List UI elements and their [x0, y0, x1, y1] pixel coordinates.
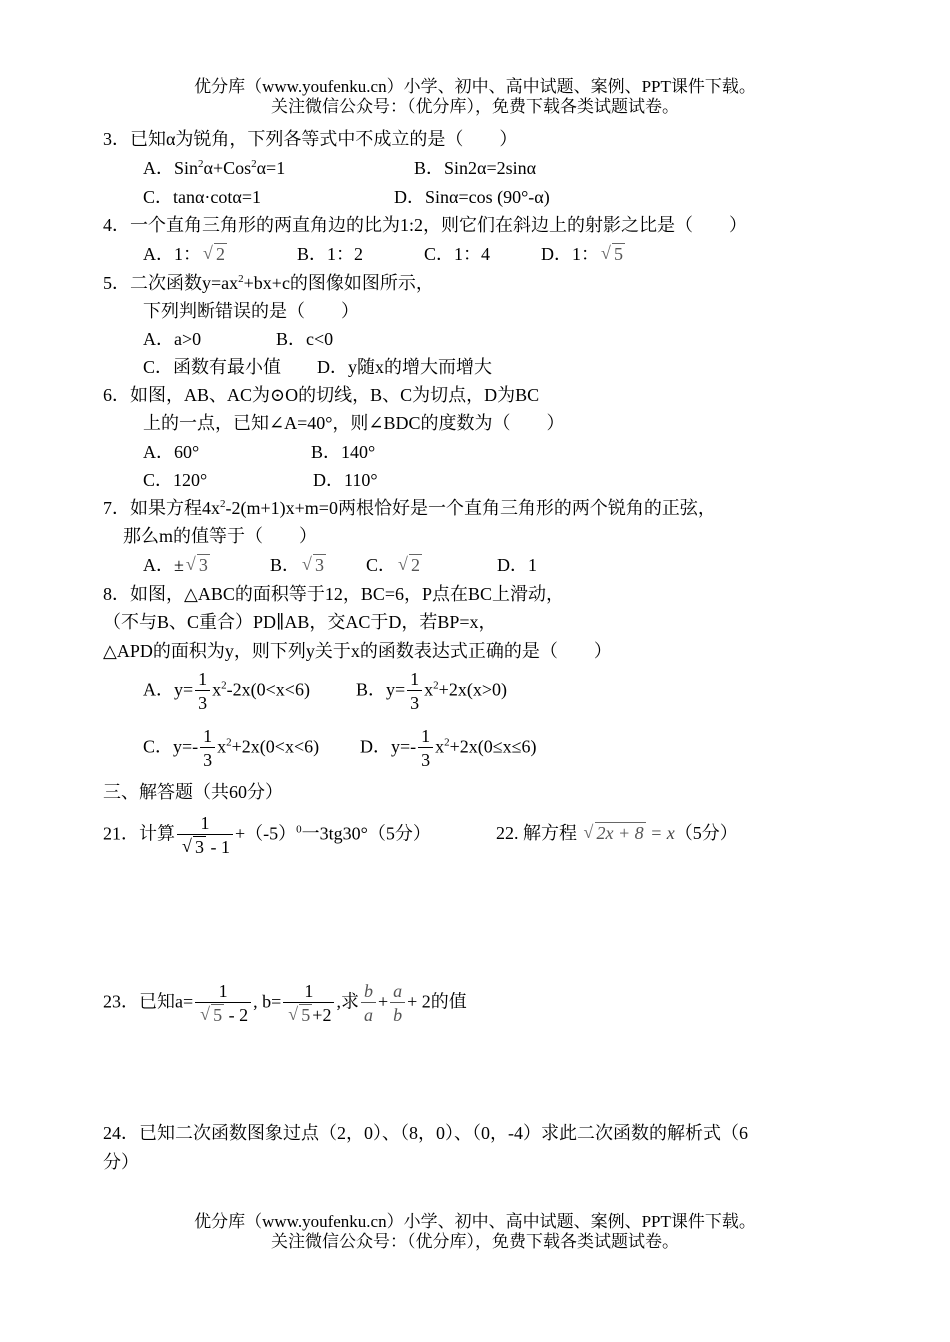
q5-option-a: A．a>0 [143, 329, 202, 349]
fraction: 1 √ 3 - 1 [177, 812, 233, 859]
fraction: $\frac{1}{3}$ [200, 725, 215, 772]
q6-option-c: C．120° [143, 470, 208, 490]
sqrt-symbol: √ 5 [288, 1003, 312, 1027]
q24-line-2: 分） [103, 1152, 139, 1172]
q6-stem-1: 6．如图，AB、AC为⊙O的切线，B、C为切点，D为BC [103, 385, 540, 405]
fraction: $\frac{a}{b}$ [390, 980, 405, 1027]
q8-option-a: A．y= $\frac{1}{3}$ $x^2-2x(0<x<6)$ [143, 669, 310, 713]
q7-option-c: C．√ 2 [366, 554, 422, 576]
q4-option-c: C．1：4 [424, 244, 491, 264]
q4-option-d: D．1：√ 5 [541, 243, 625, 265]
header-line-2: 关注微信公众号：（优分库），免费下载各类试题试卷。 [271, 97, 679, 116]
fraction: 1 √ 5 - 2 [195, 980, 251, 1027]
q8-option-c: C．y=- $\frac{1}{3}$ $x^2+2x(0<x<6)$ [143, 726, 320, 770]
q21: 21．计算 1 √ 3 - 1 $+(-5)^0$一3tg30°（5分） [103, 812, 431, 859]
q5-stem-2: 下列判断错误的是（ ） [143, 301, 359, 321]
q6-option-d: D．110° [313, 470, 378, 490]
q3-stem: 3．已知α为锐角，下列各等式中不成立的是（ ） [103, 129, 518, 149]
sqrt-symbol: √ 5 [200, 1003, 224, 1027]
fraction: $\frac{1}{3}$ [407, 668, 422, 715]
q7-stem-1: 7．如果方程$4x^2-2(m+1)x+m=0$两根恰好是一个直角三角形的两个锐角的正弦， [103, 498, 716, 518]
fraction: $\frac{1}{3}$ [418, 725, 433, 772]
q6-option-a: A．60° [143, 442, 200, 462]
q22: 22. 解方程 √ 2x + 8 = x（5分） [496, 822, 738, 844]
q5-stem: 5．二次函数$y=ax^2+bx+c$的图像如图所示， [103, 273, 434, 293]
q7-stem-2: 那么m的值等于（ ） [123, 526, 317, 546]
sqrt-symbol: √ 2 [398, 554, 422, 576]
q5-option-d: D．y随x的增大而增大 [317, 357, 492, 377]
q3-option-a: A．Sin$^2$α+Cos$^2$α=1 [143, 158, 286, 178]
sqrt-symbol: √ 5 [601, 243, 625, 265]
q3-option-d: D．Sinα=cos (90°-α) [394, 187, 550, 207]
q7-option-d: D．1 [497, 555, 537, 575]
q4-option-a: A．1：√ 2 [143, 243, 227, 265]
q8-stem-3: △APD的面积为y，则下列y关于x的函数表达式正确的是（ ） [103, 641, 612, 661]
q24-line-1: 24．已知二次函数图象过点（2，0）、（8，0）、（0，-4）求此二次函数的解析式（6 [103, 1123, 748, 1143]
q7-option-a: A．±√ 3 [143, 554, 210, 576]
q4-stem: 4．一个直角三角形的两直角边的比为1:2，则它们在斜边上的射影之比是（ ） [103, 215, 747, 235]
q8-stem-1: 8．如图，△ABC的面积等于12，BC=6，P点在BC上滑动， [103, 584, 565, 604]
q3-option-c: C．tanα·cotα=1 [143, 187, 261, 207]
q4-option-b: B．1：2 [297, 244, 364, 264]
q5-option-b: B．c<0 [276, 329, 334, 349]
fraction: 1 √ 5 +2 [283, 980, 334, 1027]
fraction: $\frac{b}{a}$ [361, 980, 376, 1027]
q5-option-c: C．函数有最小值 [143, 357, 282, 377]
q23: 23．已知a= 1 √ 5 - 2 , b= 1 √ 5 +2 ,求 $\frac{b}{a}$ + $\frac{a}{b}$ + 2的值 [103, 980, 467, 1027]
q3-option-b: B．Sin2α=2sinα [414, 158, 537, 178]
q8-stem-2: （不与B、C重合）PD∥AB，交AC于D，若BP=x， [103, 612, 497, 632]
q7-option-b: B．√ 3 [270, 554, 326, 576]
sqrt-symbol: √ 2x + 8 [584, 822, 646, 844]
q8-option-d: D．y=- $\frac{1}{3}$ $x^2+2x(0\le x\le 6)$ [360, 726, 537, 770]
q8-option-b: B．y= $\frac{1}{3}$ $x^2+2x(x>0)$ [356, 669, 507, 713]
section-3-title: 三、解答题（共60分） [103, 782, 283, 802]
sqrt-symbol: √ 2 [203, 243, 227, 265]
footer-line-2: 关注微信公众号：（优分库），免费下载各类试题试卷。 [271, 1232, 679, 1251]
sqrt-symbol: √ 3 [302, 554, 326, 576]
sqrt-symbol: √ 3 [182, 835, 206, 859]
footer-line-1: 优分库（www.youfenku.cn）小学、初中、高中试题、案例、PPT课件下载。 [194, 1212, 756, 1231]
q6-stem-2: 上的一点，已知∠A=40°，则∠BDC的度数为（ ） [143, 413, 565, 433]
fraction: $\frac{1}{3}$ [195, 668, 210, 715]
header-line-1: 优分库（www.youfenku.cn）小学、初中、高中试题、案例、PPT课件下载。 [194, 77, 756, 96]
q6-option-b: B．140° [311, 442, 376, 462]
sqrt-symbol: √ 3 [186, 554, 210, 576]
